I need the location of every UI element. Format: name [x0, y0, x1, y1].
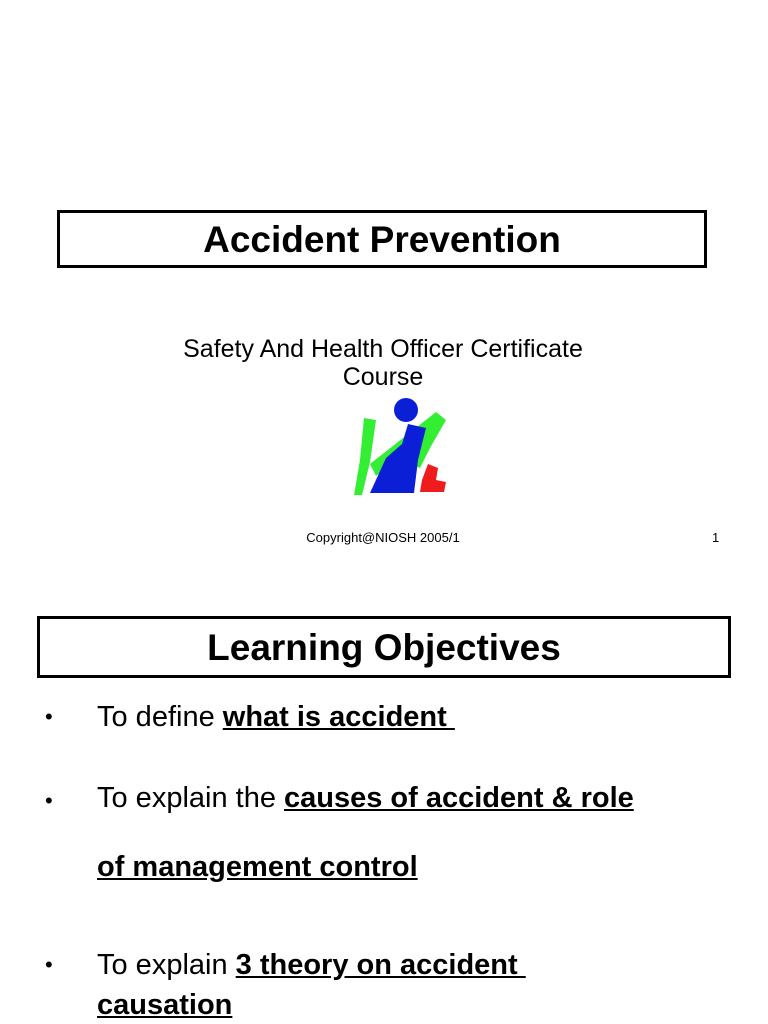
objective-1-prefix: To define [97, 701, 223, 733]
objective-3-emphasis: 3 theory on accident [235, 949, 526, 981]
niosh-logo [350, 398, 450, 498]
objective-3-prefix: To explain [97, 949, 236, 981]
slide-title: Accident Prevention [203, 218, 561, 260]
objective-2-emphasis-line-2: of management control [97, 851, 418, 883]
objective-2-prefix: To explain the [97, 782, 285, 814]
objective-3-line-2 [97, 990, 727, 1021]
subtitle-line-1: Safety And Health Officer Certificate [183, 335, 583, 363]
objective-2-emphasis: causes of accident & role [284, 782, 634, 814]
objective-1-emphasis: what is accident [222, 701, 455, 733]
objective-2-line-2 [97, 852, 727, 883]
slide-title-box [57, 210, 707, 268]
objective-3 [97, 950, 727, 981]
bullet-2: • [45, 788, 53, 813]
bullet-3: • [45, 952, 53, 977]
logo-blue-head [394, 398, 418, 422]
logo-green-stroke [354, 418, 376, 495]
bullet-1: • [45, 704, 53, 729]
course-subtitle [100, 335, 666, 391]
objective-3-emphasis-line-2: causation [97, 989, 233, 1021]
copyright-footer: Copyright@NIOSH 2005/1 [306, 530, 460, 545]
logo-red-foot [420, 464, 446, 492]
subtitle-line-2: Course [342, 363, 424, 391]
objective-2 [97, 782, 727, 814]
objective-1 [97, 702, 727, 733]
page-number: 1 [712, 530, 720, 545]
objectives-title-box [37, 616, 731, 678]
objectives-title: Learning Objectives [207, 626, 561, 668]
